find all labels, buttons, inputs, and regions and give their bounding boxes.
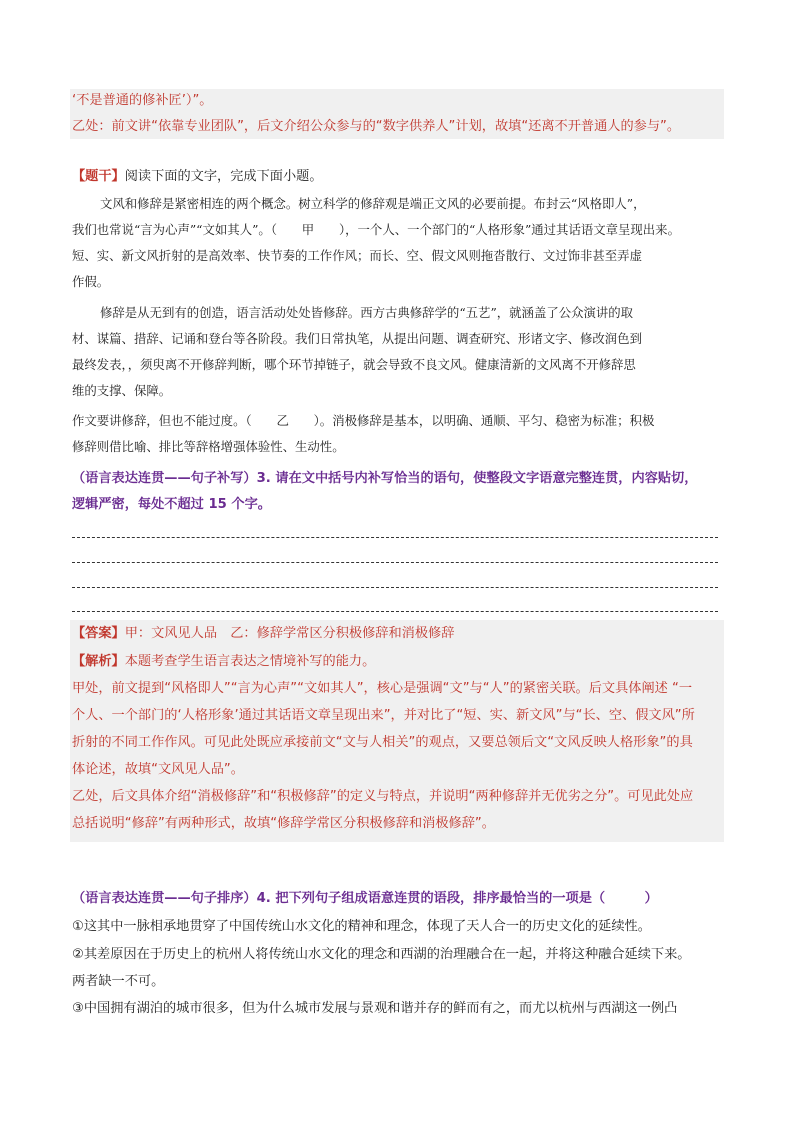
passage-line: 最终发表，，须臾离不开修辞判断，哪个环节掉链子，就会导致不良文风。健康清新的文风离不开修辞思 (72, 357, 636, 372)
answer-line[interactable] (72, 611, 718, 612)
question-4-label: （语言表达连贯——句子排序）4. 把下列句子组成语意连贯的语段，排序最恰当的一项是（ ） (72, 891, 658, 906)
analysis-line: 乙处，后文具体介绍“消极修辞”和“积极修辞”的定义与特点，并说明“两种修辞并无优劣之分”。可见此处应 (72, 789, 694, 804)
stem-text: 阅读下面的文字，完成下面小题。 (124, 169, 323, 184)
passage-line: 材、谋篇、措辞、记诵和登台等各阶段。我们日常执笔，从提出问题、调查研究、形诸文字、修改润色到 (72, 331, 642, 346)
answer-line[interactable] (72, 587, 718, 588)
passage-line: 作文要讲修辞，但也不能过度。（ 乙 ）。消极修辞是基本，以明确、通顺、平匀、稳密为标准；积极 (72, 413, 655, 428)
option-item: ①这其中一脉相承地贯穿了中国传统山水文化的精神和理念，体现了天人合一的历史文化的延续性。 (72, 919, 651, 934)
analysis-line: 总括说明“修辞”有两种形式，故填“修辞学常区分积极修辞和消极修辞”。 (72, 816, 495, 831)
passage-line: 修辞则借比喻、排比等辞格增强体验性、生动性。 (72, 439, 345, 454)
analysis-3 (72, 652, 375, 672)
passage-line: 我们也常说“言为心声”“文如其人”。（ 甲 ），一个人、一个部门的“人格形象”通过其话语文章呈现出来。 (72, 222, 680, 237)
analysis-tag: 【解析】 (72, 654, 125, 669)
answer-tag: 【答案】 (72, 626, 125, 641)
option-item: 两者缺一不可。 (72, 974, 165, 989)
analysis-line: 个人、一个部门的‘人格形象’通过其话语文章呈现出来”，并对比了“短、实、新文风”与“长、空、假文风”所 (72, 708, 695, 723)
analysis-line: 折射的不同工作作风。可见此处既应承接前文“文与人相关”的观点，又要总领后文“文风反映人格形象”的具 (72, 735, 693, 750)
analysis-line: 甲处，前文提到“风格即人”“言为心声”“文如其人”，核心是强调“文”与“人”的紧密关联。后文具体阐述 “一 (72, 681, 693, 696)
answer-line[interactable] (72, 562, 718, 563)
analysis-text: 本题考查学生语言表达之情境补写的能力。 (124, 654, 376, 669)
answer-3 (72, 624, 454, 644)
question-3-label: （语言表达连贯——句子补写）3. 请在文中括号内补写恰当的语句，使整段文字语意完整连贯，内容贴切， (72, 471, 698, 486)
passage-line: 维的支撑、保障。 (72, 383, 172, 398)
prev-answer-line-2: 乙处：前文讲“依靠专业团队”，后文介绍公众参与的“数字供养人”计划，故填“还离不开普通人的参与”。 (72, 119, 681, 134)
passage-line: 作假。 (72, 274, 110, 289)
passage-line: 短、实、新文风折射的是高效率、快节奏的工作作风；而长、空、假文风则拖沓散行、文过饰非甚至弄虚 (72, 248, 642, 263)
answer-text: 甲：文风见人品 乙：修辞学常区分积极修辞和消极修辞 (124, 626, 455, 641)
stem-tag: 【题干】 (72, 169, 125, 184)
passage-line: 文风和修辞是紧密相连的两个概念。树立科学的修辞观是端正文风的必要前提。布封云“风格即人”， (100, 196, 646, 211)
prev-answer-line-1: ‘不是普通的修补匠’）”。 (72, 93, 213, 108)
option-item: ②其差原因在于历史上的杭州人将传统山水文化的理念和西湖的治理融合在一起，并将这种融合延续下来。 (72, 947, 691, 962)
answer-line[interactable] (72, 537, 718, 538)
option-item: ③中国拥有湖泊的城市很多，但为什么城市发展与景观和谐并存的鲜而有之，而尤以杭州与西湖这一例凸 (72, 1001, 678, 1016)
passage-line: 修辞是从无到有的创造，语言活动处处皆修辞。西方古典修辞学的“五艺”，就涵盖了公众演讲的取 (100, 305, 634, 320)
stem (72, 167, 323, 187)
question-3-label-cont: 逻辑严密，每处不超过 15 个字。 (72, 497, 271, 512)
analysis-line: 体论述，故填“文风见人品”。 (72, 762, 244, 777)
